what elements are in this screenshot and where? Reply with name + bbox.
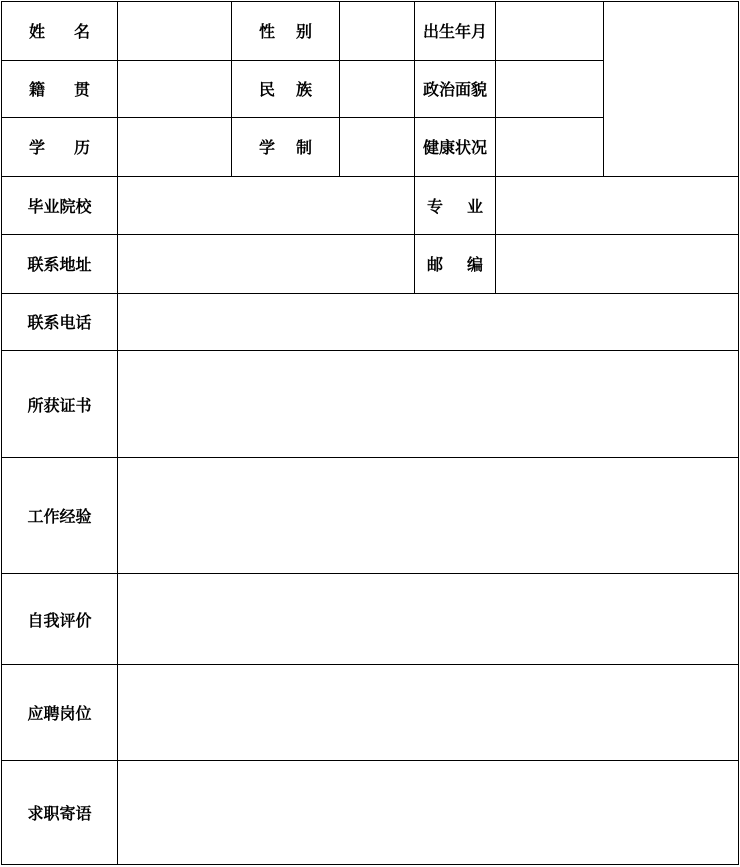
position-label: 应聘岗位	[2, 665, 118, 761]
postcode-field[interactable]	[496, 235, 739, 294]
major-label: 专业	[415, 176, 496, 235]
message-field[interactable]	[118, 760, 739, 864]
birth-field[interactable]	[496, 2, 604, 61]
certificates-label: 所获证书	[2, 351, 118, 458]
position-field[interactable]	[118, 665, 739, 761]
address-field[interactable]	[118, 235, 415, 294]
gender-label: 性别	[232, 2, 340, 61]
native-place-label: 籍贯	[2, 60, 118, 118]
birth-label: 出生年月	[415, 2, 496, 61]
political-status-field[interactable]	[496, 60, 604, 118]
health-label: 健康状况	[415, 118, 496, 177]
self-evaluation-field[interactable]	[118, 574, 739, 665]
address-label: 联系地址	[2, 235, 118, 294]
gender-field[interactable]	[340, 2, 415, 61]
program-length-label: 学制	[232, 118, 340, 177]
education-label: 学历	[2, 118, 118, 177]
phone-label: 联系电话	[2, 293, 118, 351]
health-field[interactable]	[496, 118, 604, 177]
education-field[interactable]	[118, 118, 232, 177]
experience-label: 工作经验	[2, 458, 118, 574]
message-label: 求职寄语	[2, 760, 118, 864]
ethnicity-label: 民族	[232, 60, 340, 118]
name-label: 姓名	[2, 2, 118, 61]
certificates-field[interactable]	[118, 351, 739, 458]
school-field[interactable]	[118, 176, 415, 235]
self-evaluation-label: 自我评价	[2, 574, 118, 665]
phone-field[interactable]	[118, 293, 739, 351]
postcode-label: 邮编	[415, 235, 496, 294]
experience-field[interactable]	[118, 458, 739, 574]
major-field[interactable]	[496, 176, 739, 235]
application-form	[1, 1, 739, 865]
program-length-field[interactable]	[340, 118, 415, 177]
ethnicity-field[interactable]	[340, 60, 415, 118]
name-field[interactable]	[118, 2, 232, 61]
native-place-field[interactable]	[118, 60, 232, 118]
political-status-label: 政治面貌	[415, 60, 496, 118]
school-label: 毕业院校	[2, 176, 118, 235]
photo-area[interactable]	[604, 2, 739, 177]
